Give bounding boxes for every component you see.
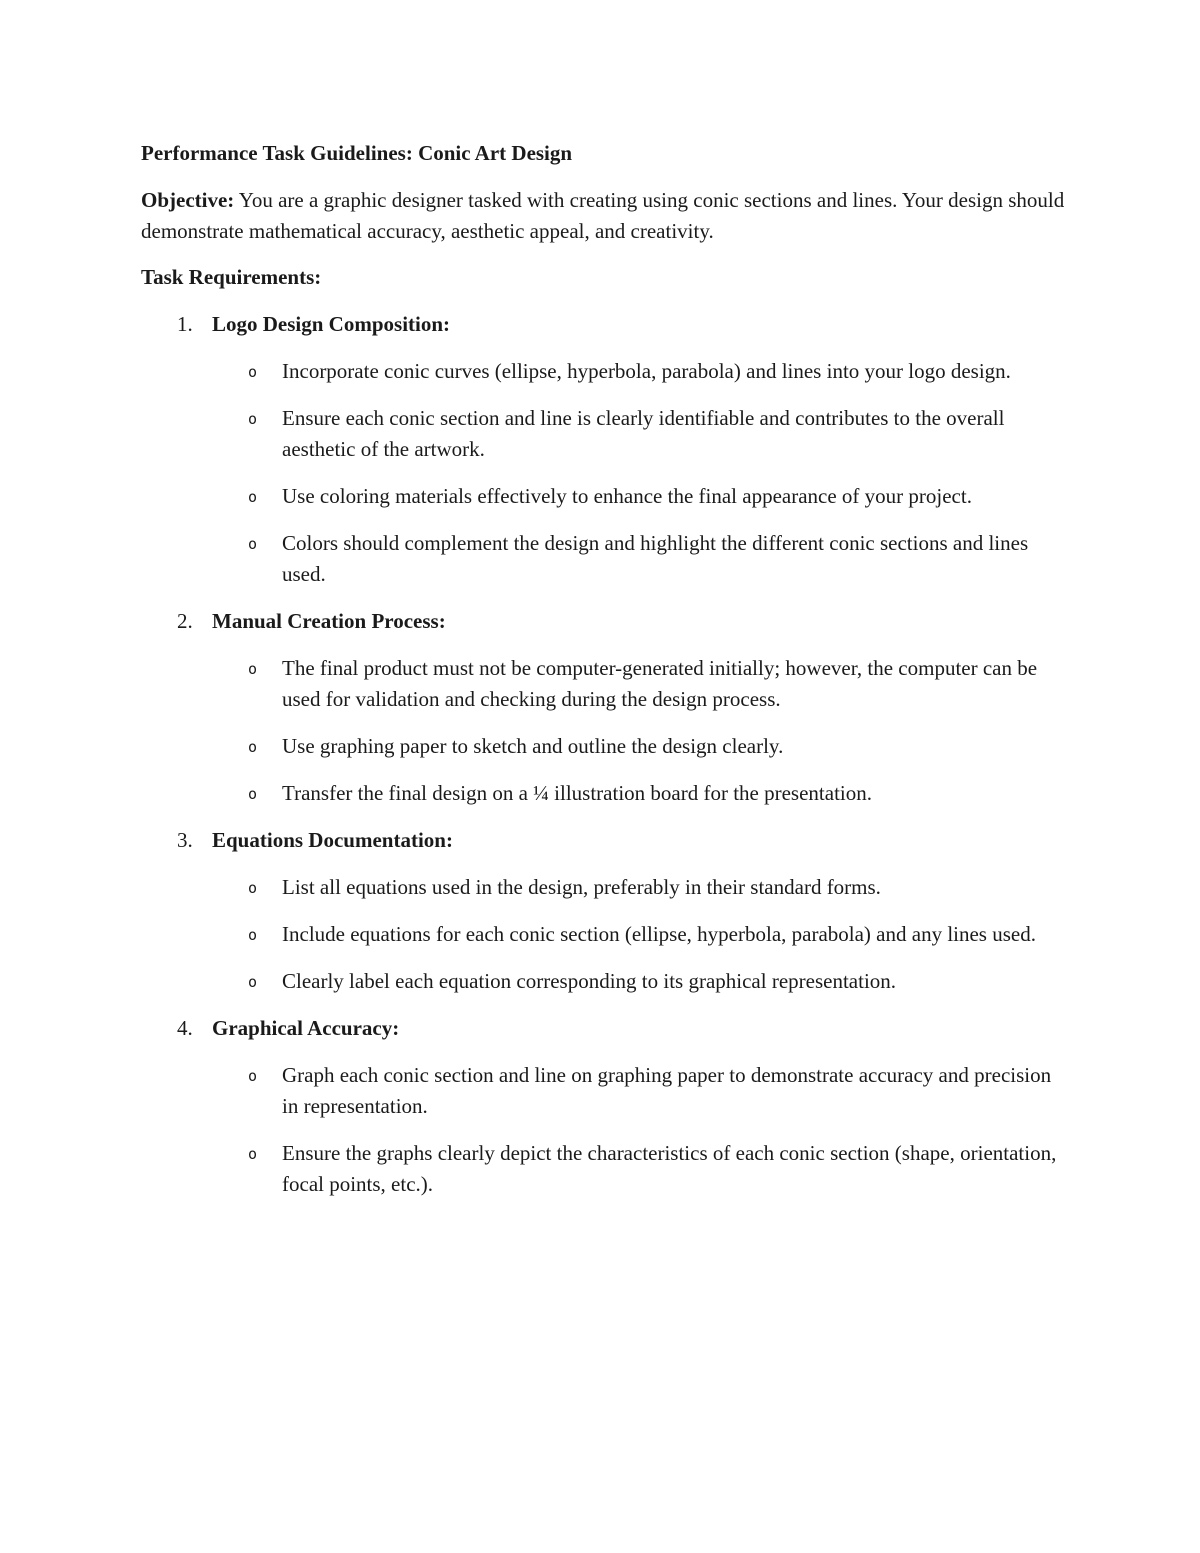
bullet-icon: o [248, 1145, 258, 1163]
section-heading-text: Logo Design Composition: [212, 312, 451, 336]
list-item-text: Use coloring materials effectively to enhance the final appearance of your project. [282, 484, 972, 508]
list-item [141, 731, 1071, 762]
section-heading-text: Graphical Accuracy: [212, 1016, 400, 1040]
list-item-text: Transfer the final design on a ¼ illustration board for the presentation. [282, 781, 872, 805]
document-page [141, 138, 1071, 1216]
requirement-section [141, 309, 1071, 590]
objective-paragraph [141, 185, 1071, 247]
list-item-text: Ensure the graphs clearly depict the characteristics of each conic section (shape, orientation, focal points, etc.). [282, 1141, 1057, 1196]
section-heading [141, 309, 1071, 340]
section-heading [141, 606, 1071, 637]
list-item [141, 966, 1071, 997]
bullet-icon: o [248, 785, 258, 803]
list-item-text: Use graphing paper to sketch and outline the design clearly. [282, 734, 784, 758]
bullet-icon: o [248, 973, 258, 991]
list-item-text: Clearly label each equation corresponding to its graphical representation. [282, 969, 897, 993]
list-item-text: Incorporate conic curves (ellipse, hyperbola, parabola) and lines into your logo design. [282, 359, 1011, 383]
list-item [141, 356, 1071, 387]
list-item [141, 1060, 1071, 1122]
list-item [141, 919, 1071, 950]
bullet-icon: o [248, 660, 258, 678]
requirements-list [141, 309, 1071, 1200]
list-item [141, 403, 1071, 465]
document-title: Performance Task Guidelines: Conic Art Design [141, 141, 573, 165]
list-item [141, 1138, 1071, 1200]
list-item-text: Graph each conic section and line on graphing paper to demonstrate accuracy and precision in representation. [282, 1063, 1052, 1118]
section-number: 3. [177, 828, 193, 852]
objective-label: Objective: [141, 188, 235, 212]
requirement-section [141, 606, 1071, 809]
bullet-icon: o [248, 535, 258, 553]
requirement-section [141, 825, 1071, 997]
bullet-icon: o [248, 879, 258, 897]
list-item [141, 653, 1071, 715]
section-number: 2. [177, 609, 193, 633]
bullet-icon: o [248, 1067, 258, 1085]
section-heading [141, 1013, 1071, 1044]
section-number: 1. [177, 312, 193, 336]
section-heading [141, 825, 1071, 856]
list-item-text: Colors should complement the design and highlight the different conic sections and lines used. [282, 531, 1029, 586]
list-item-text: The final product must not be computer-generated initially; however, the computer can be used for validation and checking during the design process. [282, 656, 1038, 711]
bullet-icon: o [248, 363, 258, 381]
section-number: 4. [177, 1016, 193, 1040]
objective-text: You are a graphic designer tasked with creating using conic sections and lines. Your design should demonstrate mathematical accuracy, aesthetic appeal, and creativity. [141, 188, 1065, 243]
list-item-text: List all equations used in the design, preferably in their standard forms. [282, 875, 881, 899]
requirement-section [141, 1013, 1071, 1200]
bullet-icon: o [248, 488, 258, 506]
section-heading-text: Equations Documentation: [212, 828, 453, 852]
list-item [141, 481, 1071, 512]
bullet-icon: o [248, 738, 258, 756]
list-item [141, 528, 1071, 590]
task-requirements-heading: Task Requirements: [141, 265, 322, 289]
list-item-text: Include equations for each conic section (ellipse, hyperbola, parabola) and any lines used. [282, 922, 1036, 946]
list-item-text: Ensure each conic section and line is clearly identifiable and contributes to the overall aesthetic of the artwork. [282, 406, 1005, 461]
bullet-icon: o [248, 926, 258, 944]
bullet-icon: o [248, 410, 258, 428]
list-item [141, 778, 1071, 809]
section-heading-text: Manual Creation Process: [212, 609, 446, 633]
list-item [141, 872, 1071, 903]
